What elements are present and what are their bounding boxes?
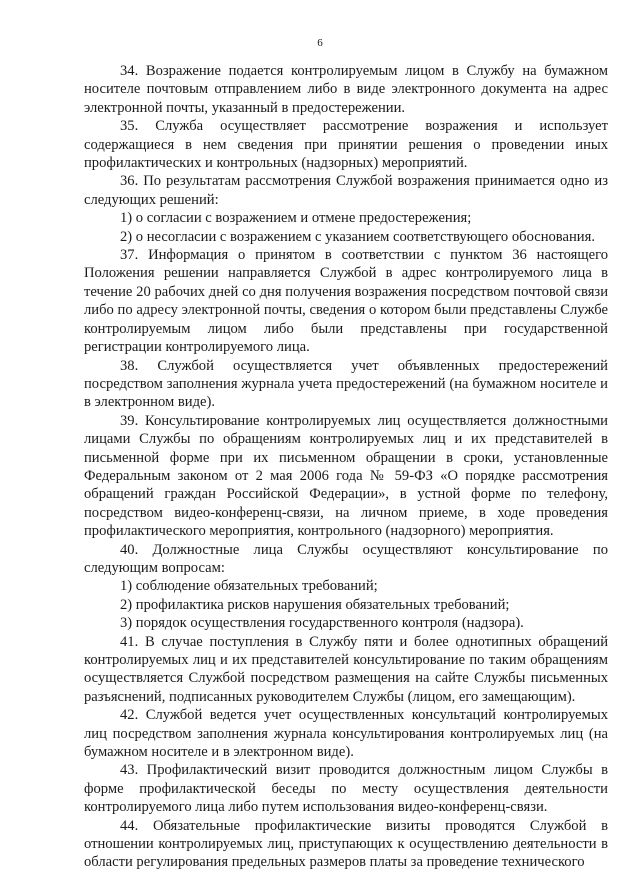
paragraph-39: 39. Консультирование контролируемых лиц осуществляется должностными лицами Службы по обращениям контролируемых лиц и их представителей в письменной форме при их письменном обращении в сроки, установленные Федеральным законом от 2 мая 2006 года № 59-ФЗ «О порядке рассмотрения обращений граждан Российской Федерации», в устной форме по телефону, посредством видео-конференц-связи, на личном приеме, в ходе проведения профилактического мероприятия, контрольного (надзорного) мероприятия. [84,412,608,540]
page-number: 6 [317,37,323,49]
paragraph-40-item-3: 3) порядок осуществления государственного контроля (надзора). [120,615,524,632]
paragraph-40-item-1: 1) соблюдение обязательных требований; [120,578,378,595]
paragraph-42: 42. Службой ведется учет осуществленных консультаций контролируемых лиц посредством заполнения журнала консультирования контролируемых лиц (на бумажном носителе и в электронном виде). [84,707,608,761]
document-body [84,62,608,872]
paragraph-40-item-2: 2) профилактика рисков нарушения обязательных требований; [120,596,510,613]
paragraph-36-item-1: 1) о согласии с возражением и отмене предостережения; [120,210,472,227]
paragraph-37: 37. Информация о принятом в соответствии с пунктом 36 настоящего Положения решении направляется Службой в адрес контролируемого лица в течение 20 рабочих дней со дня получения возражения посредством почтовой связи либо по адресу электронной почты, сведения о котором были представлены Службе контролируемым лицом либо были представлены при государственной регистрации контролируемого лица. [84,247,608,356]
paragraph-44: 44. Обязательные профилактические визиты проводятся Службой в отношении контролируемых лиц, приступающих к осуществлению деятельности в области регулирования предельных размеров платы за проведение технического [84,817,608,871]
paragraph-34: 34. Возражение подается контролируемым лицом в Службу на бумажном носителе почтовым отправлением либо в виде электронного документа на адрес электронной почты, указанный в предостережении. [84,63,608,116]
paragraph-41: 41. В случае поступления в Службу пяти и более однотипных обращений контролируемых лиц и их представителей консультирование по таким обращениям осуществляется Службой посредством размещения на сайте Службы письменных разъяснений, подписанных руководителем Службы (лицом, его замещающим). [84,633,608,705]
paragraph-35: 35. Служба осуществляет рассмотрение возражения и использует содержащиеся в нем сведения при принятии решения о проведении иных профилактических и контрольных (надзорных) мероприятий. [84,118,608,172]
paragraph-38: 38. Службой осуществляется учет объявленных предостережений посредством заполнения журнала учета предостережений (на бумажном носителе и в электронном виде). [84,357,608,411]
paragraph-36-item-2: 2) о несогласии с возражением с указанием соответствующего обоснования. [120,228,595,245]
paragraph-36: 36. По результатам рассмотрения Службой возражения принимается одно из следующих решений: [84,173,608,208]
paragraph-43: 43. Профилактический визит проводится должностным лицом Службы в форме профилактической беседы по месту осуществления деятельности контролируемого лица либо путем использования видео-конференц-связи. [84,762,608,816]
paragraph-40: 40. Должностные лица Службы осуществляют консультирование по следующим вопросам: [84,541,608,576]
